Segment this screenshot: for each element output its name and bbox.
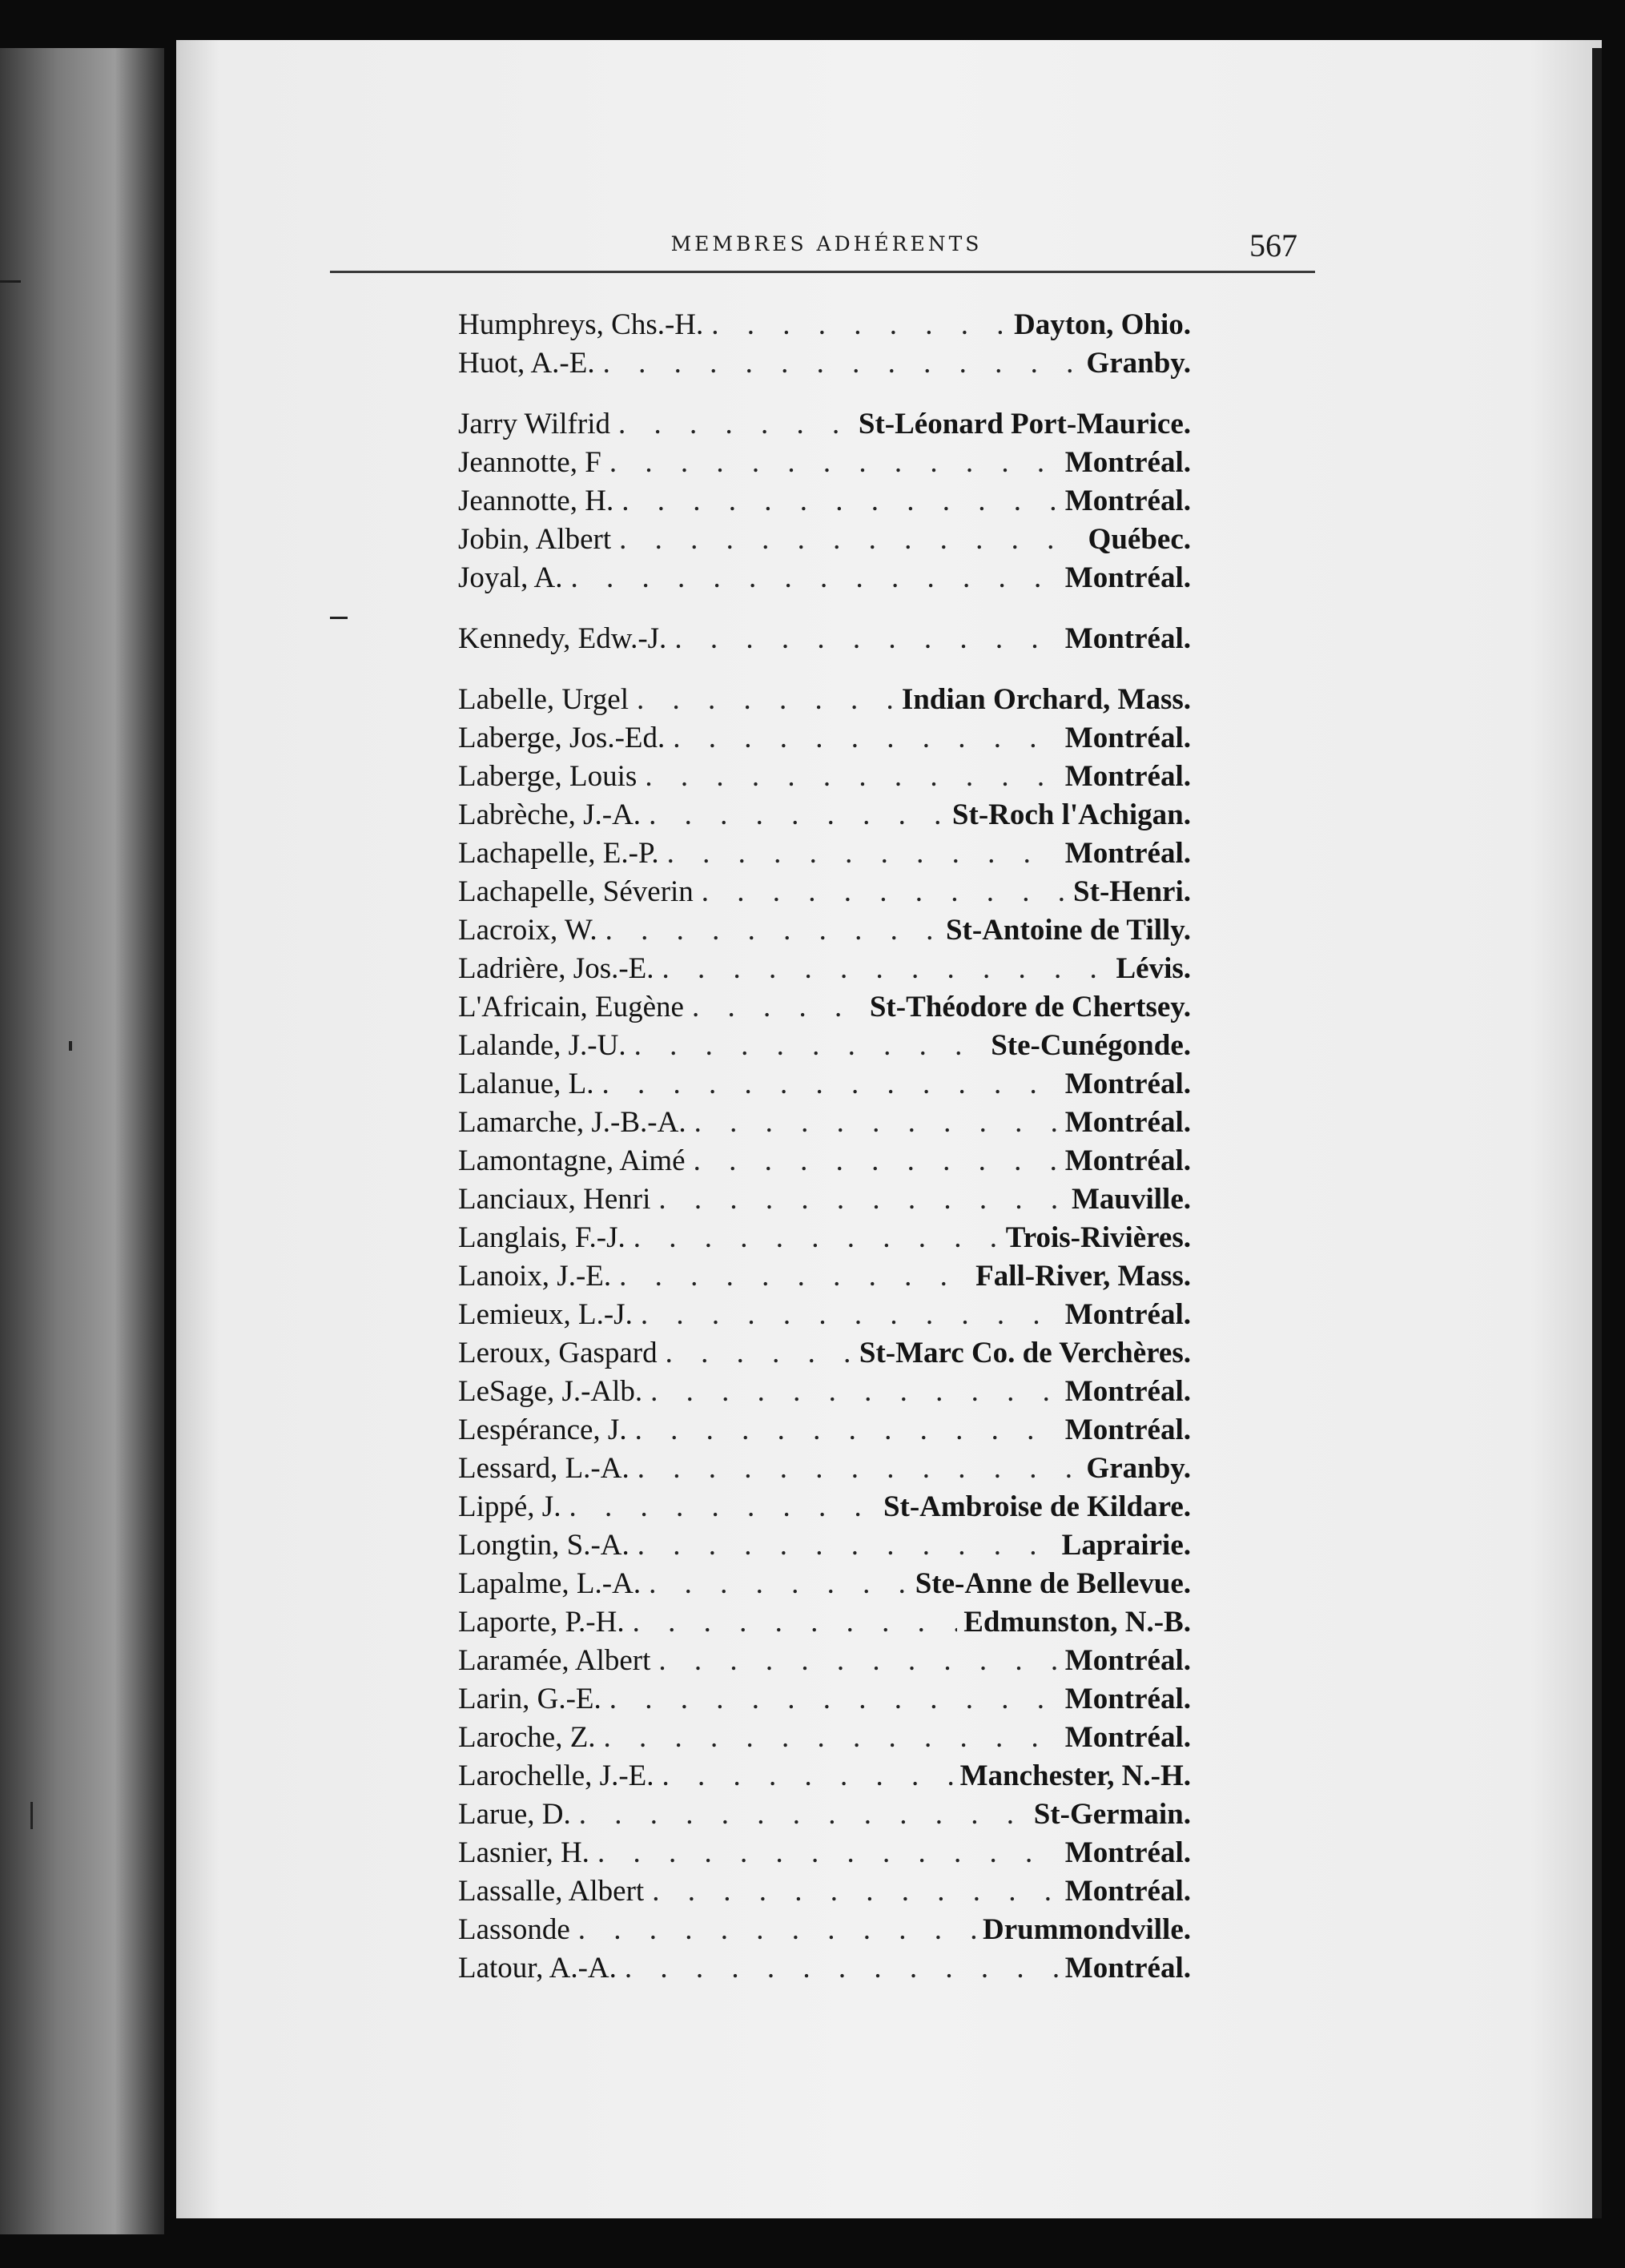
- member-place: Indian Orchard, Mass.: [901, 683, 1191, 716]
- list-item: [458, 1450, 1191, 1488]
- leader-dots: [597, 1834, 1059, 1872]
- member-place: Montréal.: [1064, 1144, 1191, 1177]
- member-place: Montréal.: [1064, 1875, 1191, 1908]
- member-place: Montréal.: [1064, 1106, 1191, 1139]
- list-item: [458, 1296, 1191, 1334]
- member-place: Montréal.: [1064, 1721, 1191, 1754]
- leader-dots: [634, 1027, 985, 1065]
- member-place: Laprairie.: [1061, 1529, 1191, 1562]
- list-item: [458, 1680, 1191, 1719]
- list-item: [458, 988, 1191, 1027]
- list-item: [458, 1719, 1191, 1757]
- leader-dots: [666, 1334, 853, 1373]
- list-item: [458, 1257, 1191, 1296]
- member-place: Montréal.: [1064, 1952, 1191, 1984]
- list-item: [458, 1334, 1191, 1373]
- member-name: Jobin, Albert: [458, 523, 612, 556]
- member-place: Québec.: [1088, 523, 1191, 556]
- leader-dots: [650, 1373, 1059, 1411]
- list-item: [458, 620, 1191, 658]
- leader-dots: [604, 1719, 1059, 1757]
- leader-dots: [638, 1450, 1080, 1488]
- leader-dots: [694, 1104, 1059, 1142]
- list-item: [458, 681, 1191, 719]
- leader-dots: [645, 758, 1058, 796]
- leader-dots: [569, 1488, 877, 1526]
- member-name: Labrèche, J.-A.: [458, 798, 642, 831]
- margin-mark: [0, 280, 21, 283]
- leader-dots: [674, 620, 1058, 658]
- list-item: [458, 758, 1191, 796]
- member-name: Lippé, J.: [458, 1490, 561, 1523]
- member-place: Dayton, Ohio.: [1013, 308, 1191, 341]
- member-name: Lemieux, L.-J.: [458, 1298, 633, 1331]
- member-name: Humphreys, Chs.-H.: [458, 308, 704, 341]
- list-item: [458, 1027, 1191, 1065]
- leader-dots: [662, 950, 1110, 988]
- list-item: [458, 1603, 1191, 1642]
- leader-dots: [637, 681, 895, 719]
- member-place: Montréal.: [1064, 760, 1191, 793]
- member-place: Montréal.: [1064, 485, 1191, 517]
- list-item: [458, 1411, 1191, 1450]
- member-place: St-Henri.: [1073, 875, 1191, 908]
- leader-dots: [694, 1142, 1059, 1180]
- list-item: [458, 405, 1191, 444]
- member-name: Laberge, Louis: [458, 760, 638, 793]
- left-page-edge: [0, 48, 164, 2234]
- member-name: Larochelle, J.-E.: [458, 1759, 654, 1792]
- member-place: Ste-Anne de Bellevue.: [915, 1567, 1191, 1600]
- leader-dots: [634, 1219, 1000, 1257]
- list-item: [458, 306, 1191, 344]
- leader-dots: [641, 1296, 1059, 1334]
- member-name: Lanciaux, Henri: [458, 1183, 651, 1216]
- member-place: Fall-River, Mass.: [975, 1260, 1191, 1293]
- leader-dots: [658, 1180, 1065, 1219]
- list-item: [458, 834, 1191, 873]
- member-place: St-Roch l'Achigan.: [951, 798, 1191, 831]
- list-item: [458, 1104, 1191, 1142]
- leader-dots: [618, 405, 852, 444]
- member-name: Jeannotte, H.: [458, 485, 614, 517]
- leader-dots: [621, 482, 1059, 521]
- leader-dots: [649, 1565, 909, 1603]
- member-name: Lassonde: [458, 1913, 570, 1946]
- stray-mark: [69, 1041, 72, 1051]
- leader-dots: [658, 1642, 1058, 1680]
- leader-dots: [702, 873, 1067, 911]
- member-place: St-Léonard Port-Maurice.: [858, 408, 1191, 440]
- leader-dots: [619, 1257, 969, 1296]
- member-name: Lasnier, H.: [458, 1836, 589, 1869]
- member-name: Ladrière, Jos.-E.: [458, 952, 654, 985]
- member-name: Lalanue, L.: [458, 1068, 594, 1100]
- member-place: Granby.: [1086, 347, 1191, 380]
- leader-dots: [635, 1411, 1059, 1450]
- list-item: [458, 521, 1191, 559]
- page-border: [1592, 48, 1602, 2218]
- member-name: Laporte, P.-H.: [458, 1606, 625, 1639]
- leader-dots: [667, 834, 1059, 873]
- member-place: St-Théodore de Chertsey.: [869, 991, 1191, 1023]
- member-place: Drummondville.: [982, 1913, 1191, 1946]
- member-place: Montréal.: [1064, 1836, 1191, 1869]
- list-item: [458, 911, 1191, 950]
- member-place: Montréal.: [1064, 1644, 1191, 1677]
- member-name: Lalande, J.-U.: [458, 1029, 626, 1062]
- member-name: Lanoix, J.-E.: [458, 1260, 612, 1293]
- member-name: Lacroix, W.: [458, 914, 597, 947]
- leader-dots: [571, 559, 1059, 597]
- list-item: [458, 719, 1191, 758]
- leader-dots: [625, 1949, 1059, 1988]
- leader-dots: [609, 444, 1059, 482]
- member-place: Montréal.: [1064, 446, 1191, 479]
- list-item: [458, 444, 1191, 482]
- member-place: Montréal.: [1064, 1375, 1191, 1408]
- list-item: [458, 1757, 1191, 1796]
- leader-dots: [652, 1872, 1059, 1911]
- member-name: Laroche, Z.: [458, 1721, 596, 1754]
- member-name: Lassalle, Albert: [458, 1875, 645, 1908]
- stray-mark: [330, 617, 348, 619]
- header-rule: [330, 271, 1315, 273]
- member-name: Langlais, F.-J.: [458, 1221, 625, 1254]
- leader-dots: [609, 1680, 1059, 1719]
- leader-dots: [649, 796, 946, 834]
- list-item: [458, 1065, 1191, 1104]
- member-place: Montréal.: [1064, 1068, 1191, 1100]
- member-place: Montréal.: [1064, 622, 1191, 655]
- member-name: Latour, A.-A.: [458, 1952, 617, 1984]
- leader-dots: [602, 1065, 1059, 1104]
- list-item: [458, 1834, 1191, 1872]
- list-item: [458, 1219, 1191, 1257]
- member-name: Joyal, A.: [458, 561, 563, 594]
- member-name: Lessard, L.-A.: [458, 1452, 629, 1485]
- list-item: [458, 344, 1191, 383]
- leader-dots: [711, 306, 1008, 344]
- running-header: MEMBRES ADHÉRENTS: [670, 232, 983, 255]
- list-item: [458, 482, 1191, 521]
- leader-dots: [633, 1603, 958, 1642]
- member-name: Lapalme, L.-A.: [458, 1567, 642, 1600]
- member-place: St-Antoine de Tilly.: [945, 914, 1191, 947]
- list-item: [458, 1565, 1191, 1603]
- member-place: Montréal.: [1064, 1298, 1191, 1331]
- leader-dots: [692, 988, 863, 1027]
- list-item: [458, 1872, 1191, 1911]
- member-name: Lamarche, J.-B.-A.: [458, 1106, 686, 1139]
- member-name: Leroux, Gaspard: [458, 1337, 658, 1369]
- member-place: Montréal.: [1064, 837, 1191, 870]
- member-name: Jeannotte, F: [458, 446, 601, 479]
- member-name: Laberge, Jos.-Ed.: [458, 722, 666, 754]
- list-item: [458, 1526, 1191, 1565]
- member-list: [458, 306, 1191, 1988]
- member-name: Longtin, S.-A.: [458, 1529, 629, 1562]
- member-name: Lachapelle, Séverin: [458, 875, 694, 908]
- list-item: [458, 1796, 1191, 1834]
- member-place: Montréal.: [1064, 1413, 1191, 1446]
- member-place: St-Germain.: [1033, 1798, 1191, 1831]
- member-name: Jarry Wilfrid: [458, 408, 610, 440]
- list-item: [458, 1911, 1191, 1949]
- member-place: Montréal.: [1064, 1683, 1191, 1715]
- member-name: Kennedy, Edw.-J.: [458, 622, 667, 655]
- leader-dots: [619, 521, 1081, 559]
- leader-dots: [673, 719, 1059, 758]
- member-name: LeSage, J.-Alb.: [458, 1375, 643, 1408]
- member-name: Laramée, Albert: [458, 1644, 651, 1677]
- list-item: [458, 1180, 1191, 1219]
- list-item: [458, 950, 1191, 988]
- member-place: St-Marc Co. de Verchères.: [859, 1337, 1191, 1369]
- member-place: Ste-Cunégonde.: [991, 1029, 1191, 1062]
- leader-dots: [603, 344, 1080, 383]
- leader-dots: [579, 1796, 1028, 1834]
- member-name: Larin, G.-E.: [458, 1683, 601, 1715]
- leader-dots: [605, 911, 939, 950]
- list-item: [458, 796, 1191, 834]
- member-place: Montréal.: [1064, 561, 1191, 594]
- member-place: St-Ambroise de Kildare.: [883, 1490, 1191, 1523]
- member-place: Trois-Rivières.: [1005, 1221, 1191, 1254]
- leader-dots: [662, 1757, 954, 1796]
- list-item: [458, 873, 1191, 911]
- member-place: Manchester, N.-H.: [959, 1759, 1191, 1792]
- member-place: Granby.: [1086, 1452, 1191, 1485]
- member-name: Lespérance, J.: [458, 1413, 627, 1446]
- page-number: 567: [1249, 227, 1297, 263]
- member-name: Lamontagne, Aimé: [458, 1144, 686, 1177]
- member-place: Lévis.: [1116, 952, 1191, 985]
- member-name: Huot, A.-E.: [458, 347, 595, 380]
- member-place: Mauville.: [1071, 1183, 1191, 1216]
- list-item: [458, 1949, 1191, 1988]
- list-item: [458, 1373, 1191, 1411]
- member-name: L'Africain, Eugène: [458, 991, 684, 1023]
- leader-dots: [578, 1911, 976, 1949]
- member-name: Larue, D.: [458, 1798, 571, 1831]
- member-name: Labelle, Urgel: [458, 683, 629, 716]
- member-place: Montréal.: [1064, 722, 1191, 754]
- member-place: Edmunston, N.-B.: [963, 1606, 1191, 1639]
- stray-mark: [30, 1802, 33, 1829]
- list-item: [458, 1488, 1191, 1526]
- list-item: [458, 1642, 1191, 1680]
- list-item: [458, 559, 1191, 597]
- leader-dots: [638, 1526, 1056, 1565]
- list-item: [458, 1142, 1191, 1180]
- member-name: Lachapelle, E.-P.: [458, 837, 659, 870]
